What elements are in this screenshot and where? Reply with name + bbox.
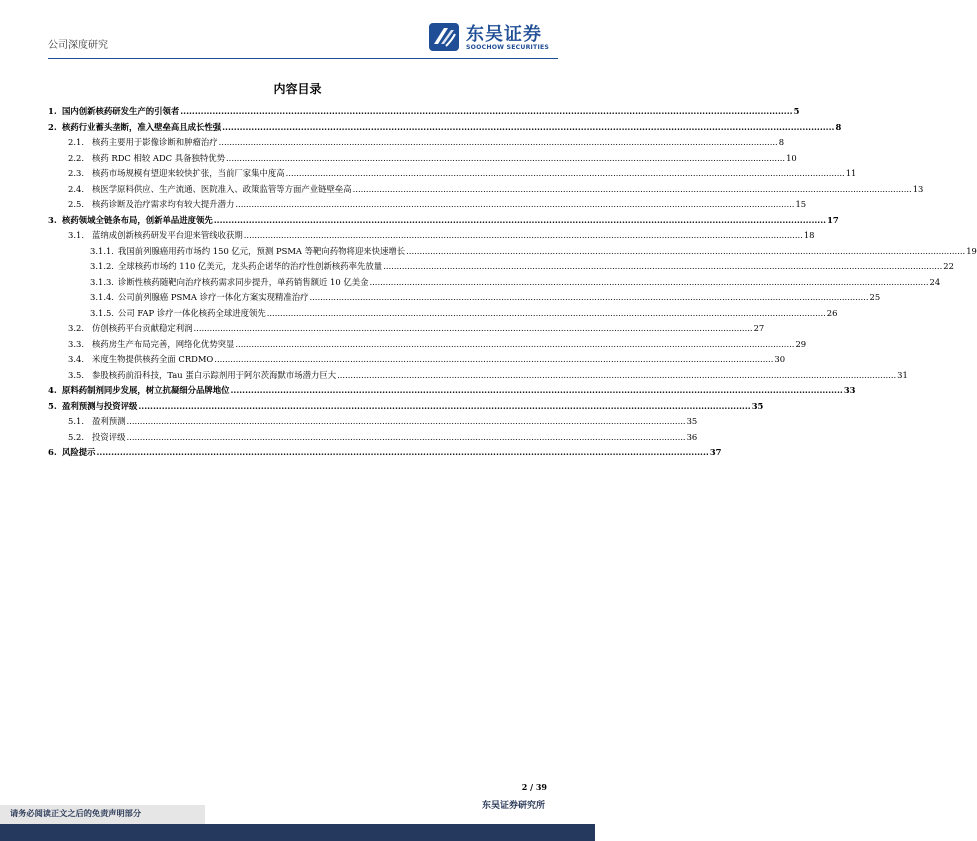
toc-entry[interactable] — [48, 228, 815, 244]
toc-dot-leader — [406, 244, 965, 260]
toc-entry[interactable] — [48, 368, 908, 384]
toc-entry-page: 24 — [929, 276, 941, 287]
toc-entry-title: 参股核药前沿科技，Tau 蛋白示踪剂用于阿尔茨海默市场潜力巨大 — [92, 369, 337, 380]
toc-entry-title: 仿创核药平台贡献稳定利润 — [92, 323, 193, 333]
toc-entry-page: 36 — [686, 431, 698, 442]
toc-entry-page: 31 — [897, 369, 908, 380]
toc-entry-title: 米度生物提供核药全面 CRDMO — [92, 354, 214, 364]
toc-entry[interactable] — [48, 104, 800, 120]
toc-dot-leader — [353, 182, 912, 198]
toc-dot-leader — [127, 414, 686, 430]
toc-dot-leader — [244, 228, 803, 244]
footer-bar — [0, 824, 595, 841]
toc-entry-title: 我国前列腺癌用药市场约 150 亿元，预测 PSMA 等靶向药物将迎来快速增长 — [118, 245, 406, 256]
toc-entry-number: 3.5. — [68, 369, 84, 380]
toc-entry[interactable] — [48, 166, 857, 182]
toc-entry-page: 19 — [966, 245, 977, 256]
toc-entry[interactable] — [48, 321, 765, 337]
toc-dot-leader — [383, 259, 942, 275]
toc-dot-leader — [219, 135, 778, 151]
toc-entry-page: 37 — [709, 447, 722, 457]
toc-entry-page: 8 — [835, 121, 842, 132]
toc-entry-number: 4. — [48, 385, 57, 395]
toc-dot-leader — [214, 213, 826, 229]
toc-entry-page: 27 — [753, 323, 765, 333]
toc-entry-number: 3.4. — [68, 354, 84, 364]
toc-entry-title: 诊断性核药随靶向治疗核药需求同步提升，单药销售额近 10 亿美金 — [118, 276, 369, 287]
toc-entry[interactable] — [48, 414, 698, 430]
toc-entry-title: 原料药制剂同步发展，树立抗凝细分品牌地位 — [62, 385, 230, 395]
toc-entry-title: 全球核药市场约 110 亿美元，龙头药企诺华的治疗性创新核药率先放量 — [118, 261, 383, 271]
toc-entry[interactable] — [48, 151, 797, 167]
toc-dot-leader — [180, 104, 792, 120]
toc-dot-leader — [309, 290, 868, 306]
toc-entry-page: 29 — [795, 338, 807, 349]
institute-name: 东吴证券研究所 — [481, 801, 545, 811]
toc-entry[interactable] — [48, 259, 954, 275]
toc-entry-page: 17 — [827, 214, 839, 225]
header-divider — [48, 58, 558, 59]
toc-entry-title: 投资评级 — [92, 431, 126, 442]
toc-entry[interactable] — [48, 290, 881, 306]
toc-entry-page: 13 — [912, 183, 924, 194]
toc-entry-number: 3.1.5. — [90, 307, 114, 318]
toc-entry-title: 蓝纳成创新核药研发平台迎来管线收获期 — [92, 230, 243, 240]
toc-entry-number: 3.1. — [68, 230, 84, 240]
toc-entry-page: 33 — [843, 385, 856, 395]
toc-entry-title: 核药房生产布局完善，网络化优势突显 — [92, 338, 235, 349]
toc-entry[interactable] — [48, 135, 785, 151]
soochow-logo-icon — [428, 22, 460, 52]
toc-entry[interactable] — [48, 306, 838, 322]
toc-entry-number: 2. — [48, 121, 57, 132]
toc-entry-page: 10 — [786, 152, 797, 163]
logo-chinese-name: 东吴证券 — [466, 24, 542, 45]
toc-entry-number: 5.2. — [68, 431, 84, 442]
page-header — [0, 0, 595, 60]
toc-entry-page: 35 — [751, 400, 764, 411]
page-number: 2 / 39 — [521, 782, 547, 792]
toc-entry-page: 18 — [803, 230, 815, 240]
toc-title: 内容目录 — [273, 82, 322, 96]
toc-entry[interactable] — [48, 337, 807, 353]
toc-entry[interactable] — [48, 445, 722, 461]
toc-entry-page: 35 — [686, 416, 698, 426]
toc-dot-leader — [194, 321, 753, 337]
toc-entry[interactable] — [48, 182, 924, 198]
toc-entry-title: 盈利预测 — [92, 416, 126, 426]
toc-entry[interactable] — [48, 430, 698, 446]
toc-entry-title: 盈利预测与投资评级 — [62, 400, 138, 411]
toc-entry[interactable] — [48, 213, 839, 229]
toc-entry[interactable] — [48, 399, 764, 415]
toc-dot-leader — [214, 352, 773, 368]
toc-entry-page: 8 — [778, 137, 785, 147]
toc-entry[interactable] — [48, 352, 786, 368]
toc-entry-title: 国内创新核药研发生产的引领者 — [62, 106, 180, 116]
toc-entry-number: 2.1. — [68, 137, 84, 147]
toc-dot-leader — [286, 166, 845, 182]
toc-dot-leader — [231, 383, 843, 399]
toc-dot-leader — [97, 445, 709, 461]
toc-dot-leader — [235, 337, 794, 353]
toc-entry-title: 核药领域全链条布局，创新单品进度领先 — [62, 214, 213, 225]
toc-entry-page: 26 — [826, 307, 838, 318]
toc-entry-number: 3.1.1. — [90, 245, 114, 256]
toc-entry-page: 25 — [869, 292, 881, 302]
toc-entry[interactable] — [48, 383, 856, 399]
toc-entry-title: 核药市场规模有望迎来较快扩张，当前厂家集中度高 — [92, 168, 285, 178]
toc-entry-number: 2.3. — [68, 168, 84, 178]
toc-entry-number: 3.2. — [68, 323, 84, 333]
toc-entry-page: 5 — [793, 106, 800, 116]
toc-entry-title: 核药行业蓄头垄断，准入壁垒高且成长性强 — [62, 121, 222, 132]
toc-entry-title: 公司 FAP 诊疗一体化核药全球进度领先 — [118, 307, 266, 318]
toc-entry[interactable] — [48, 197, 807, 213]
toc-entry-title: 核医学原料供应、生产流通、医院准入、政策监管等方面产业链壁垒高 — [92, 183, 352, 194]
toc-entry-title: 风险提示 — [62, 447, 96, 457]
toc-entry-number: 6. — [48, 447, 57, 457]
toc-entry-number: 5. — [48, 400, 57, 411]
toc-entry-title: 核药 RDC 相较 ADC 具备独特优势 — [92, 152, 225, 163]
toc-entry-number: 2.4. — [68, 183, 84, 194]
toc-dot-leader — [127, 430, 686, 446]
toc-dot-leader — [226, 151, 785, 167]
disclaimer-text: 请务必阅读正文之后的免责声明部分 — [10, 808, 142, 818]
toc-entry-number: 2.5. — [68, 199, 84, 209]
toc-entry[interactable] — [48, 275, 941, 291]
toc-entry-number: 3.1.4. — [90, 292, 114, 302]
toc-entry-title: 核药诊断及治疗需求均有较大提升潜力 — [92, 199, 235, 209]
toc-entry-number: 3.3. — [68, 338, 84, 349]
toc-dot-leader — [337, 368, 896, 384]
toc-entry-number: 3. — [48, 214, 57, 225]
report-type-label: 公司深度研究 — [48, 40, 108, 51]
toc-entry-page: 15 — [795, 199, 807, 209]
toc-entry-number: 1. — [48, 106, 57, 116]
toc-entry-number: 3.1.3. — [90, 276, 114, 287]
disclaimer-box — [0, 805, 205, 824]
toc-entry-title: 核药主要用于影像诊断和肿瘤治疗 — [92, 137, 218, 147]
toc-dot-leader — [138, 399, 750, 415]
toc-entry[interactable] — [48, 244, 977, 260]
toc-entry-number: 5.1. — [68, 416, 84, 426]
toc-entry-page: 22 — [943, 261, 954, 271]
company-logo — [428, 20, 558, 54]
toc-entry-page: 11 — [845, 168, 857, 178]
toc-entry[interactable] — [48, 120, 842, 136]
toc-dot-leader — [369, 275, 928, 291]
logo-english-name: SOOCHOW SECURITIES — [466, 44, 550, 51]
toc-dot-leader — [267, 306, 826, 322]
toc-entry-page: 30 — [774, 354, 786, 364]
toc-entry-number: 2.2. — [68, 152, 84, 163]
table-of-contents — [48, 104, 977, 461]
toc-entry-title: 公司前列腺癌 PSMA 诊疗一体化方案实现精准治疗 — [118, 292, 309, 302]
toc-dot-leader — [222, 120, 834, 136]
toc-entry-number: 3.1.2. — [90, 261, 114, 271]
toc-dot-leader — [235, 197, 794, 213]
